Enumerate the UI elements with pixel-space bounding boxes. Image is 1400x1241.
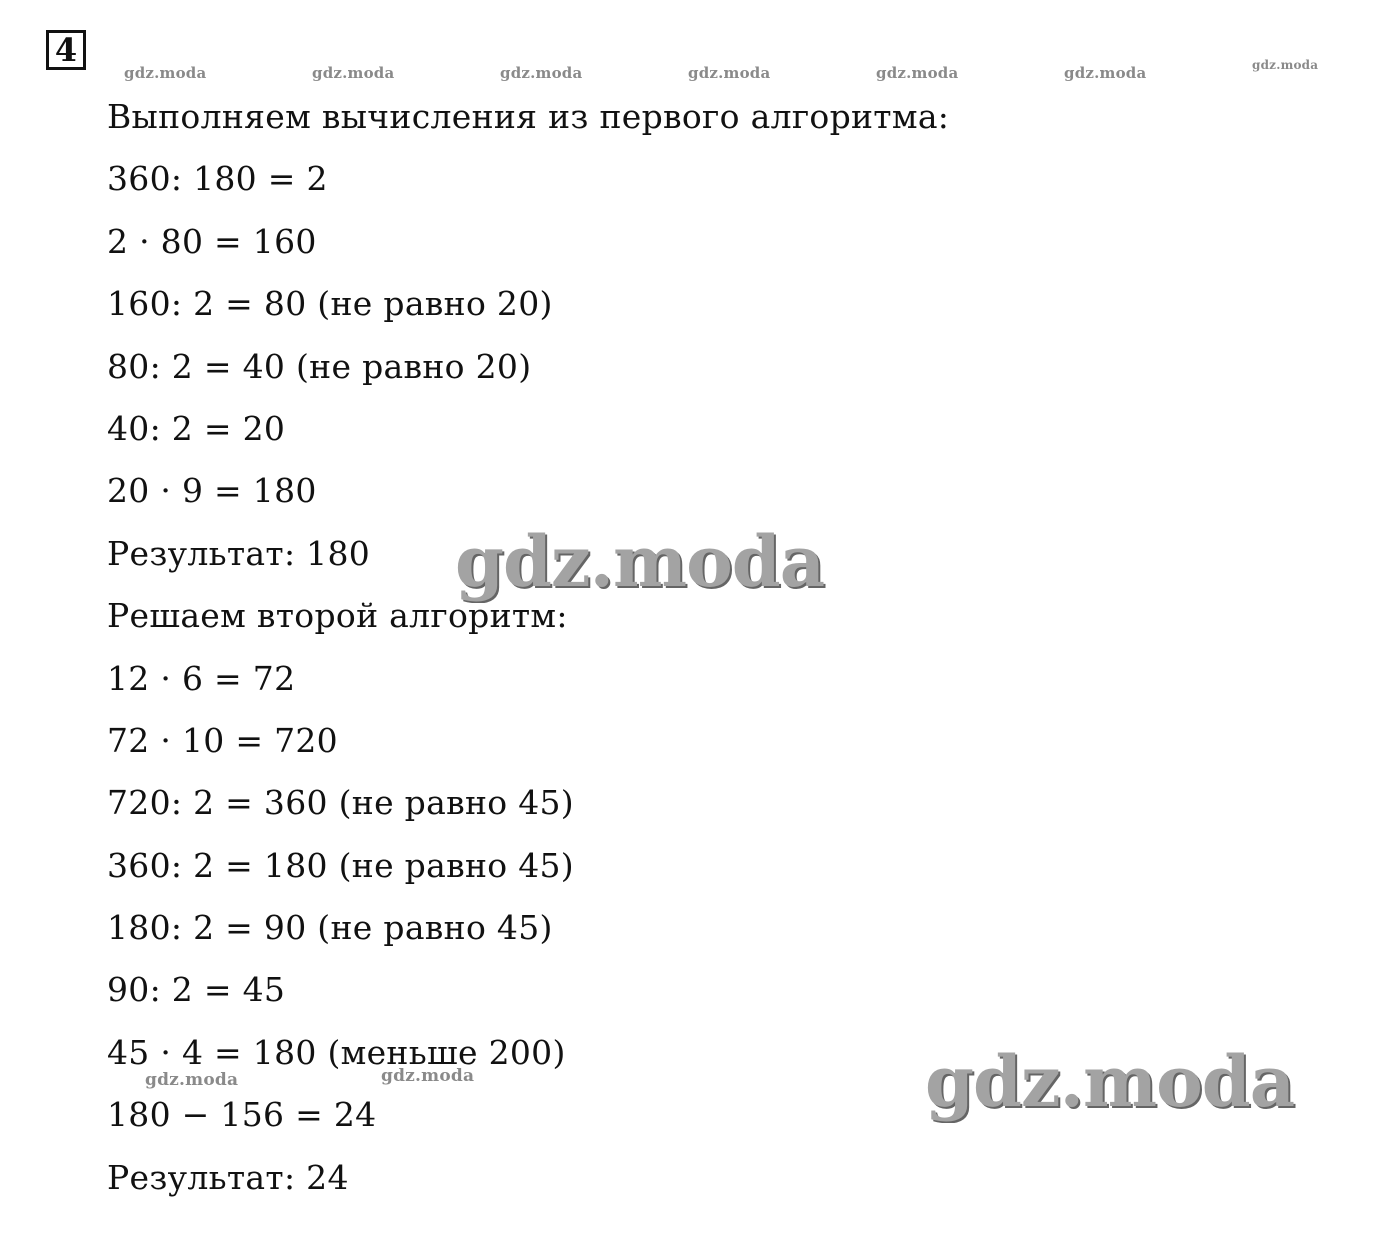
solution-line: 20 · 9 = 180	[107, 471, 317, 511]
solution-line: 40: 2 = 20	[107, 408, 286, 448]
solution-line: 720: 2 = 360 (не равно 45)	[107, 783, 574, 823]
watermark-small-bottom-mid: gdz.moda	[381, 1066, 475, 1086]
solution-line: Выполняем вычисления из первого алгоритма:	[107, 97, 950, 136]
solution-line: Решаем второй алгоритм:	[107, 596, 568, 636]
watermark-small: gdz.moda	[876, 64, 959, 82]
watermark-small: gdz.moda	[124, 64, 207, 82]
watermark-large-middle: gdz.moda	[455, 520, 825, 603]
solution-line: 12 · 6 = 72	[107, 658, 296, 698]
solution-line: 360: 2 = 180 (не равно 45)	[107, 845, 574, 885]
watermark-small: gdz.moda	[500, 64, 583, 82]
watermark-small: gdz.moda	[688, 64, 771, 82]
solution-line: 72 · 10 = 720	[107, 720, 338, 760]
watermark-small: gdz.moda	[1064, 64, 1147, 82]
solution-line: Результат: 180	[107, 533, 371, 573]
solution-line: 160: 2 = 80 (не равно 20)	[107, 284, 553, 324]
watermark-small: gdz.moda	[1252, 58, 1319, 72]
solution-line: 80: 2 = 40 (не равно 20)	[107, 346, 532, 386]
solution-line: 2 · 80 = 160	[107, 221, 317, 261]
watermark-small-bottom-left: gdz.moda	[145, 1070, 239, 1090]
solution-line: 180: 2 = 90 (не равно 45)	[107, 908, 553, 948]
watermark-large-bottom: gdz.moda	[925, 1040, 1295, 1123]
solution-line: 360: 180 = 2	[107, 159, 328, 199]
task-number-box: 4	[46, 30, 86, 70]
solution-line: 90: 2 = 45	[107, 970, 286, 1010]
solution-line: 45 · 4 = 180 (меньше 200)	[107, 1032, 566, 1072]
watermark-small: gdz.moda	[312, 64, 395, 82]
solution-line: Результат: 24	[107, 1157, 349, 1197]
solution-line: 180 − 156 = 24	[107, 1095, 377, 1135]
